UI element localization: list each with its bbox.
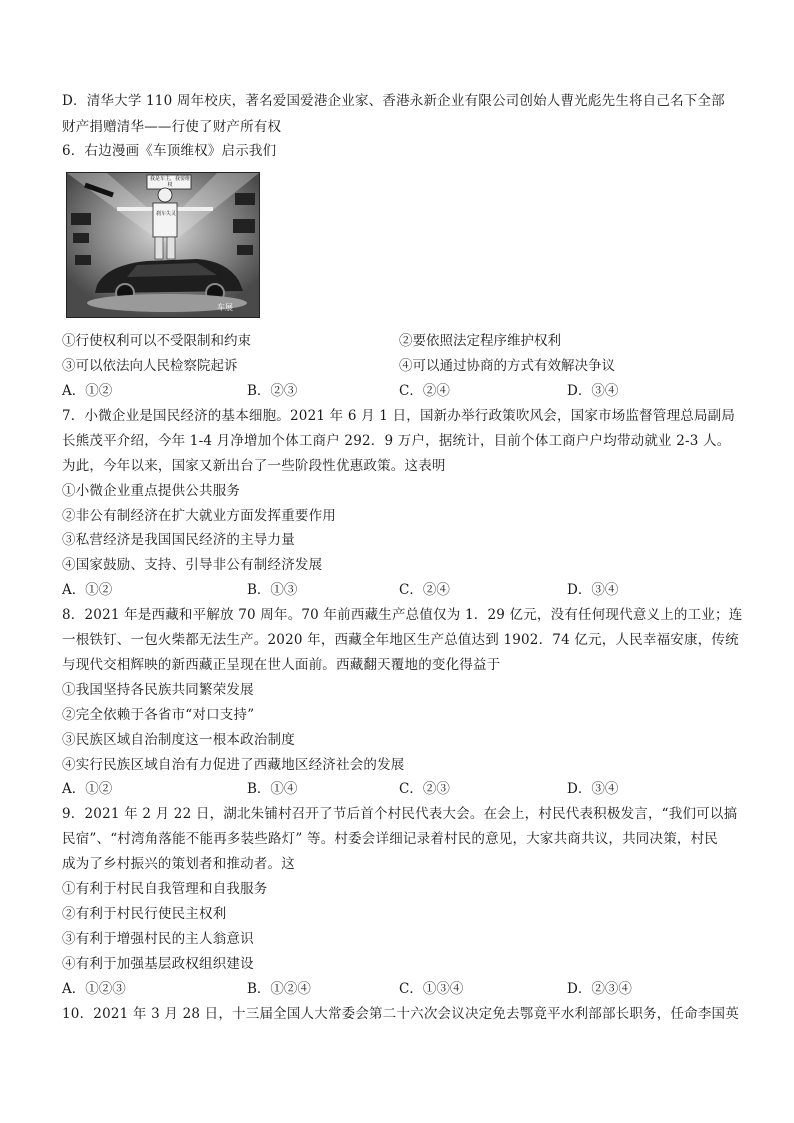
- q7-statement-2: ②非公有制经济在扩大就业方面发挥重要作用: [62, 508, 336, 524]
- q7-option-c: C．②④: [399, 582, 450, 598]
- q5-option-d-line2: 财产捐赠清华——行使了财产所有权: [62, 119, 282, 135]
- q7-option-a: A．①②: [62, 582, 113, 598]
- q6-option-b: B．②③: [247, 383, 298, 399]
- q9-option-c: C．①③④: [399, 981, 464, 997]
- q6-statement-1: ①行使权利可以不受限制和约束: [62, 333, 251, 349]
- cartoon-shirt-text: 刹车失灵: [155, 211, 176, 217]
- q9-statement-3: ③有利于增强村民的主人翁意识: [62, 931, 254, 947]
- q9-stem-line2: 民宿”、“村湾角落能不能再多装些路灯” 等。村委会详细记录着村民的意见，大家共商共议，共同决策，村民: [62, 831, 718, 847]
- q9-option-d: D．②③④: [567, 981, 632, 997]
- q7-option-b: B．①③: [247, 582, 298, 598]
- q6-options: [62, 382, 742, 400]
- q6-statement-3: ③可以依法向人民检察院起诉: [62, 358, 238, 374]
- cartoon-sign-text: 我是车主，我要维权: [149, 176, 190, 188]
- q6-statement-4: ④可以通过协商的方式有效解决争议: [399, 358, 615, 374]
- q7-stem-line2: 长熊茂平介绍，今年 1-4 月净增加个体工商户 292．9 万户，据统计，目前个体工商户户均带动就业 2-3 人。: [62, 433, 731, 449]
- q6-option-d: D．③④: [567, 383, 619, 399]
- q8-statement-2: ②完全依赖于各省市“对口支持”: [62, 707, 255, 723]
- q8-stem-line1: 8．2021 年是西藏和平解放 70 周年。70 年前西藏生产总值仅为 1．29 亿元，没有任何现代意义上的工业；连: [62, 607, 743, 623]
- q9-statement-4: ④有利于加强基层政权组织建设: [62, 956, 254, 972]
- cartoon-illustration: [67, 173, 259, 317]
- q9-option-a: A．①②③: [62, 981, 126, 997]
- q9-stem-line3: 成为了乡村振兴的策划者和推动者。这: [62, 856, 295, 872]
- q7-option-d: D．③④: [567, 582, 619, 598]
- q9-statement-2: ②有利于村民行使民主权利: [62, 906, 227, 922]
- q10-stem-line1: 10．2021 年 3 月 28 日，十三届全国人大常委会第二十六次会议决定免去鄂竟平水利部部长职务，任命李国英: [62, 1006, 739, 1022]
- q8-option-d: D．③④: [567, 781, 619, 797]
- cartoon-caption: 车展: [217, 303, 233, 312]
- q8-option-b: B．①④: [247, 781, 298, 797]
- q8-options: [62, 780, 742, 798]
- q6-option-c: C．②④: [399, 383, 450, 399]
- q7-stem-line3: 为此，今年以来，国家又新出台了一些阶段性优惠政策。这表明: [62, 458, 446, 474]
- q8-statement-4: ④实行民族区域自治有力促进了西藏地区经济社会的发展: [62, 757, 405, 773]
- q7-statement-4: ④国家鼓励、支持、引导非公有制经济发展: [62, 557, 323, 573]
- q9-option-b: B．①②④: [247, 981, 311, 997]
- q6-statement-2: ②要依照法定程序维护权利: [399, 333, 561, 349]
- q6-stem: 6．右边漫画《车顶维权》启示我们: [62, 143, 277, 159]
- q8-option-a: A．①②: [62, 781, 113, 797]
- car-roof-cartoon-image: [66, 172, 260, 318]
- q7-stem-line1: 7．小微企业是国民经济的基本细胞。2021 年 6 月 1 日，国新办举行政策吹风会，国家市场监督管理总局副局: [62, 408, 736, 424]
- q6-statements-row1: [62, 332, 742, 350]
- q5-option-d-line1: D．清华大学 110 周年校庆，著名爱国爱港企业家、香港永新企业有限公司创始人曹光彪先生将自己名下全部: [62, 93, 725, 109]
- q6-statements-row2: [62, 357, 742, 375]
- q9-stem-line1: 9．2021 年 2 月 22 日，湖北朱铺村召开了节后首个村民代表大会。在会上，村民代表积极发言，“我们可以搞: [62, 806, 738, 822]
- q8-stem-line2: 一根铁钉、一包火柴都无法生产。2020 年，西藏全年地区生产总值达到 1902．74 亿元，人民幸福安康，传统: [62, 632, 739, 648]
- q8-option-c: C．②③: [399, 781, 450, 797]
- q9-options: [62, 980, 742, 998]
- q8-statement-1: ①我国坚持各民族共同繁荣发展: [62, 682, 254, 698]
- q7-options: [62, 581, 742, 599]
- q7-statement-3: ③私营经济是我国国民经济的主导力量: [62, 532, 295, 548]
- q6-option-a: A．①②: [62, 383, 113, 399]
- q9-statement-1: ①有利于村民自我管理和自我服务: [62, 881, 268, 897]
- q8-statement-3: ③民族区域自治制度这一根本政治制度: [62, 732, 295, 748]
- q8-stem-line3: 与现代交相辉映的新西藏正呈现在世人面前。西藏翻天覆地的变化得益于: [62, 657, 501, 673]
- q7-statement-1: ①小微企业重点提供公共服务: [62, 483, 241, 499]
